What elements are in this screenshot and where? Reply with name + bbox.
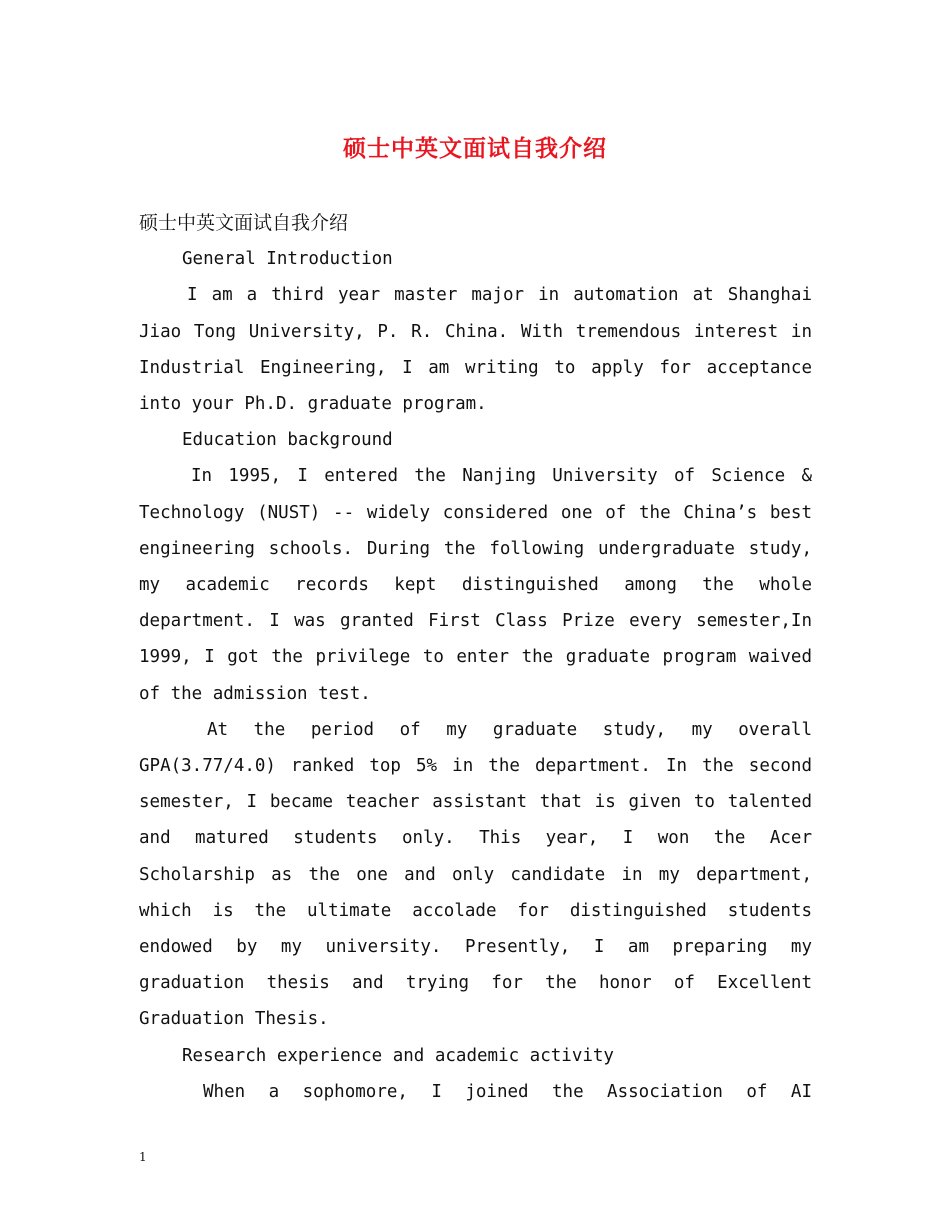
section-heading-general: General Introduction — [182, 249, 393, 270]
section-heading-research: Research experience and academic activity — [182, 1045, 614, 1066]
section-heading-education: Education background — [182, 430, 393, 451]
document-body — [139, 205, 812, 1110]
paragraph-general-introduction: I am a third year master major in automation at Shanghai Jiao Tong University, P. R. China. With tremendous interest in Industrial Engineering, I am writing to apply for acceptance into your Ph.D. graduate program. — [139, 285, 812, 415]
page-number: 1 — [139, 1150, 147, 1164]
paragraph-education-2: At the period of my graduate study, my overall GPA(3.77/4.0) ranked top 5% in the department. In the second semester, I became teacher assistant that is given to talented and matured students only. This year, I won the Acer Scholarship as the one and only candidate in my department, which is the ultimate accolade for distinguished students endowed by my university. Presently, I am preparing my graduation thesis and trying for the honor of Excellent Graduation Thesis. — [139, 719, 812, 1030]
paragraph-research: When a sophomore, I joined the Association of AI — [203, 1081, 812, 1102]
document-subtitle: 硕士中英文面试自我介绍 — [139, 212, 349, 234]
document-title: 硕士中英文面试自我介绍 — [343, 135, 607, 162]
paragraph-education-1: In 1995, I entered the Nanjing University of Science & Technology (NUST) -- widely considered one of the China’s best engineering schools. During the following undergraduate study, my academic records kept distinguished among the whole department. I was granted First Class Prize every semester,In 1999, I got the privilege to enter the graduate program waived of the admission test. — [139, 466, 812, 704]
